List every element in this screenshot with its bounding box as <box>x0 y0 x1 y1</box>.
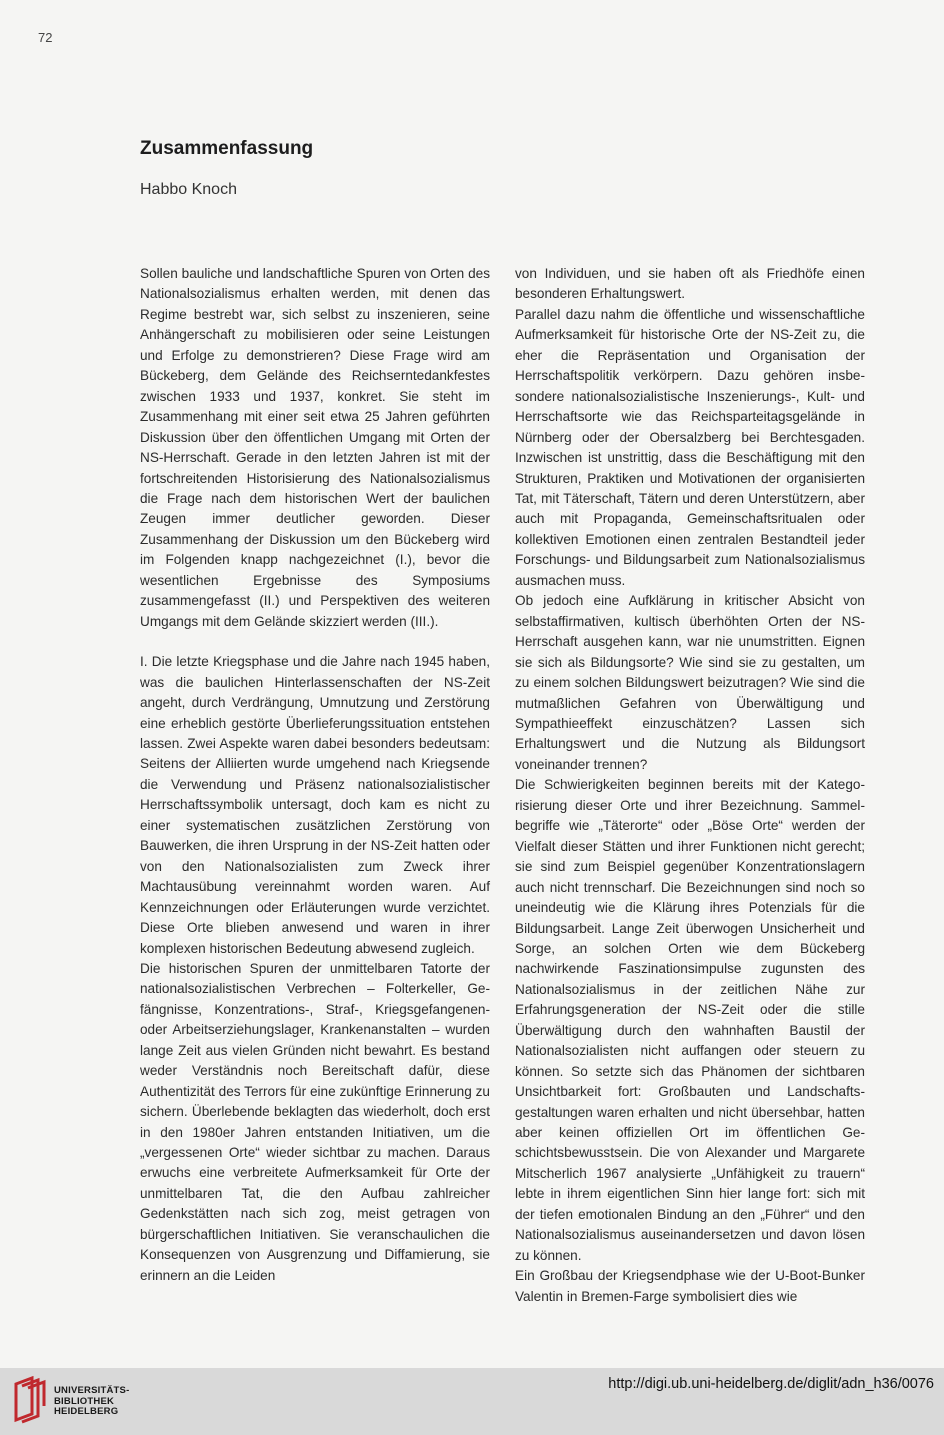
library-logo[interactable] <box>10 1376 130 1426</box>
paragraph: Die historischen Spuren der unmittelbaren Tatorte der nationalsozialistischen Verbrechen – Folterkeller, Gefängnisse, Konzentrations-, Straf-, Kriegsgefangenen- oder Arbeitserziehungslager, Krankenanstalten – wurden lange Zeit aus vielen Gründen nicht bewahrt. Es bestand weder Verständnis noch Bereitschaft dafür, diese Authentizität des Terrors für eine zukünftige Erinnerung zu sichern. Überlebende beklagten das wiederholt, doch erst in den 1980er Jahren entstanden Initiativen, um die „vergessenen Orte“ wieder sichtbar zu machen. Daraus erwuchs eine verbreitete Aufmerksamkeit für Orte der unmittelbaren Tat, die den Aufbau zahlreicher Gedenkstätten nach sich zog, meist getragen von bürgerschaftlichen Initiativen. Sie veranschaulichen die Konsequenzen von Ausgrenzung und Diffamierung, sie erinnern an die Leiden <box>140 960 490 1283</box>
paragraph: von Individuen, und sie haben oft als Friedhöfe einen besonderen Erhaltungswert. <box>515 266 865 302</box>
author-name: Habbo Knoch <box>140 181 237 198</box>
paragraph: Die Schwierigkeiten beginnen bereits mit der Kategorisierung dieser Orte und ihrer Bezeichnung. Sammelbegriffe wie „Täterorte“ oder „Böse Orte“ werden der Vielfalt dieser Stätten und ihrer Funktionen nicht gerecht; sie sind zum Beispiel gegenüber Konzentrationslagern auch nicht trennscharf. Die Bezeichnungen sind noch so uneindeutig wie die Klärung ihres Potenzials für die Bildungsarbeit. Lange Zeit überwogen Unsicherheit und Sorge, an solchen Orten wie dem Bückeberg nachwirkende Faszinationsimpulse zugunsten des Nationalsozialismus in der zeitlichen Nähe zur Erfahrungsgeneration der NS-Zeit oder die stille Überwältigung durch den wahnhaften Baustil der Nationalsozialisten nicht auffangen oder steuern zu können. So setzte sich das Phänomen der sichtbaren Unsichtbarkeit fort: Großbauten und Landschaftsgestaltungen waren erhalten und nicht übersehbar, hatten aber keinen offiziellen Ort im öffentlichen Geschichtsbewusstsein. Die von Alexander und Margarete Mitscherlich 1967 analysierte „Unfähigkeit zu trauern“ lebte in ihrem eigentlichen Sinn hier lange fort: sich mit der tiefen emotionalen Bindung an den „Führer“ und den Nationalsozialismus auseinandersetzen und davon lösen zu können. <box>515 777 865 1263</box>
library-logo-icon <box>10 1376 50 1424</box>
paragraph: Parallel dazu nahm die öffentliche und wissenschaftliche Aufmerksamkeit für historische Orte der NS-Zeit zu, die eher die Repräsentation und Organisation der Herrschaftspolitik verkörpern. Dazu gehören insbesondere nationalsozialistische Inszenierungs-, Kult- und Herrschaftsorte wie das Reichsparteitagsgelände in Nürnberg oder der Obersalzberg bei Berchtesgaden. Inzwischen ist unstrittig, dass die Beschäftigung mit den Strukturen, Praktiken und Motivationen der organisierten Tat, mit Täterschaft, Tätern und deren Unterstützern, aber auch mit Propaganda, Gemeinschaftsritualen oder kollektiven Emotionen einen zentralen Bestandteil jeder Forschungs- und Bildungsarbeit zum Nationalsozialismus ausmachen muss. <box>515 306 865 588</box>
left-column <box>140 264 490 1286</box>
logo-line: BIBLIOTHEK <box>54 1395 115 1407</box>
paragraph: I. Die letzte Kriegsphase und die Jahre nach 1945 haben, was die baulichen Hinterlassenschaften der NS-Zeit angeht, durch Verdrängung, Umnutzung und Zerstörung eine erheblich gestörte Überlieferungssituation entstehen lassen. Zwei Aspekte waren dabei besonders bedeutsam: Seitens der Alliierten wurde umgehend nach Kriegsende die Verwendung und Präsenz nationalsozialistischer Herrschaftssymbolik untersagt, doch kam es nicht zu einer systematischen zusätzlichen Zerstörung von Bauwerken, die ihren Ursprung in der NS-Zeit hatten oder von den Nationalsozialisten zum Zweck ihrer Machtausübung vereinnahmt worden waren. Auf Kennzeichnungen oder Erläuterungen wurde verzichtet. Diese Orte blieben anwesend und waren in ihrer komplexen historischen Bedeutung abwesend zugleich. <box>140 654 490 956</box>
logo-line: UNIVERSITÄTS- <box>54 1385 130 1396</box>
paragraph: Ein Großbau der Kriegsendphase wie der U-Boot-Bunker Valentin in Bremen-Farge symbolisiert dies wie <box>515 1268 865 1304</box>
footer-bar <box>0 1368 944 1435</box>
paragraph: Ob jedoch eine Aufklärung in kritischer Absicht von selbstaffirmativen, kultisch überhöhten Orten der NS-Herrschaft ausgehen kann, war nie unumstritten. Eignen sie sich als Bildungsorte? Wie sind sie zu gestalten, um zu einem solchen Bildungswert beizutragen? Wie sind die mutmaßlichen Gefahren von Überwältigung und Sympathieeffekt einzuschätzen? Lassen sich Erhaltungswert und die Nutzung als Bildungsort voneinander trennen? <box>515 593 865 772</box>
logo-line: HEIDELBERG <box>54 1406 119 1417</box>
paragraph: Sollen bauliche und landschaftliche Spuren von Orten des Nationalsozialismus erhalten werden, mit denen das Regime bestrebt war, sich selbst zu inszenieren, seine Anhängerschaft zu mobilisieren oder seine Leistungen und Erfolge zu demonstrieren? Diese Frage wird am Bückeberg, dem Gelände des Reichserntedankfestes zwischen 1933 und 1937, konkret. Sie steht im Zusammenhang mit einer seit etwa 25 Jahren geführten Diskussion über den öffentlichen Umgang mit Orten der NS-Herrschaft. Gerade in den letzten Jahren ist mit der fortschreitenden Historisierung des Nationalsozialismus die Frage nach dem historischen Wert der baulichen Zeugen immer deutlicher geworden. Dieser Zusammenhang der Diskussion um den Bückeberg wird im Folgenden knapp nachgezeichnet (I.), bevor die wesentlichen Ergebnisse des Symposiums zusammengefasst (II.) und Perspektiven des weiteren Umgangs mit dem Gelände skizziert werden (III.). <box>140 266 490 629</box>
permalink-url[interactable]: http://digi.ub.uni-heidelberg.de/diglit/adn_h36/0076 <box>608 1376 934 1392</box>
library-logo-text <box>54 1386 129 1418</box>
page-number: 72 <box>38 30 53 45</box>
right-column <box>515 264 865 1307</box>
article-title: Zusammenfassung <box>140 138 314 159</box>
